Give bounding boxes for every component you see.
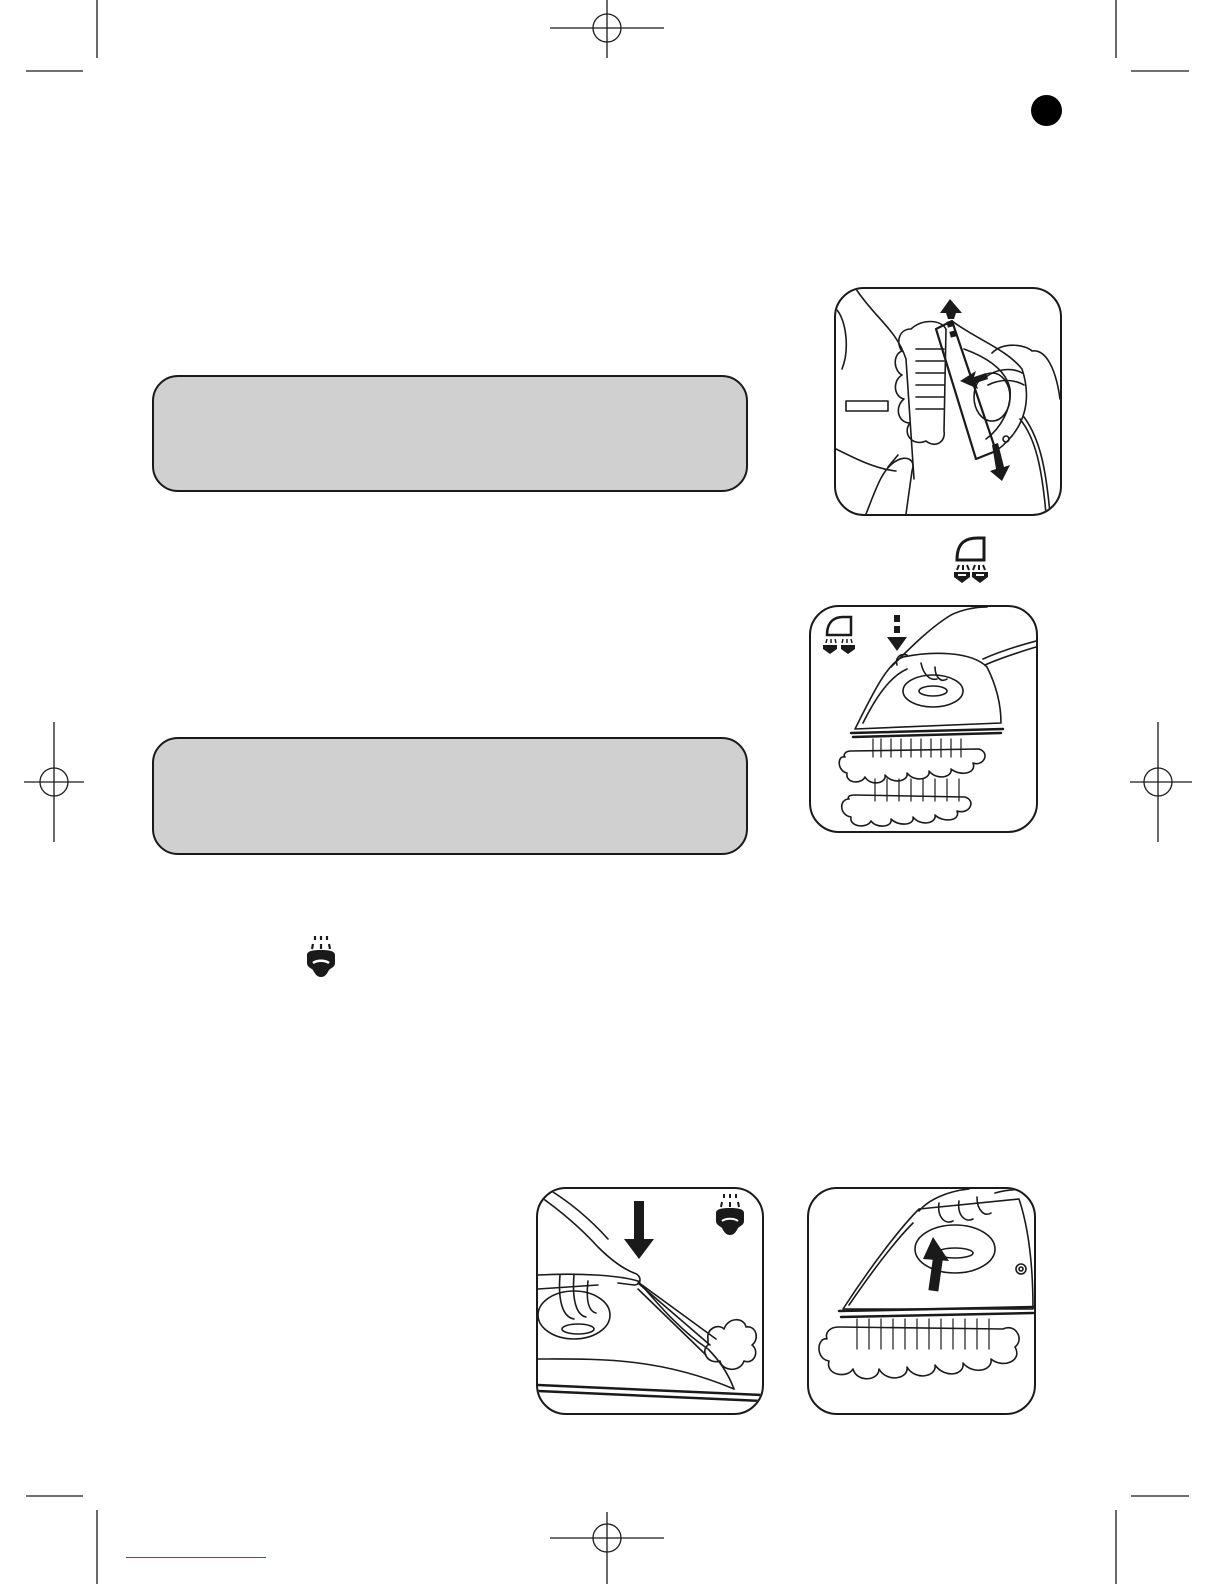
language-marker-dot: [1031, 95, 1062, 126]
registration-mark-bottom: [548, 1512, 666, 1584]
steam-shot-icon-small: [716, 1194, 744, 1235]
registration-mark-right: [1130, 722, 1192, 844]
registration-mark-top: [548, 0, 666, 60]
vertical-steam-iron-icon-small: [823, 617, 855, 654]
note-box-1: [152, 375, 748, 492]
vertical-steam-illustration: [834, 287, 1062, 516]
registration-mark-left: [24, 722, 84, 844]
steam-release-illustration: [807, 1187, 1036, 1415]
note-box-2: [152, 737, 748, 855]
link-underline: [126, 1557, 266, 1558]
steam-shot-icon: [303, 933, 339, 983]
steam-shot-illustration: [536, 1187, 764, 1415]
vertical-steam-iron-icon: [948, 532, 994, 584]
vertical-steam-button-illustration: [809, 605, 1038, 833]
